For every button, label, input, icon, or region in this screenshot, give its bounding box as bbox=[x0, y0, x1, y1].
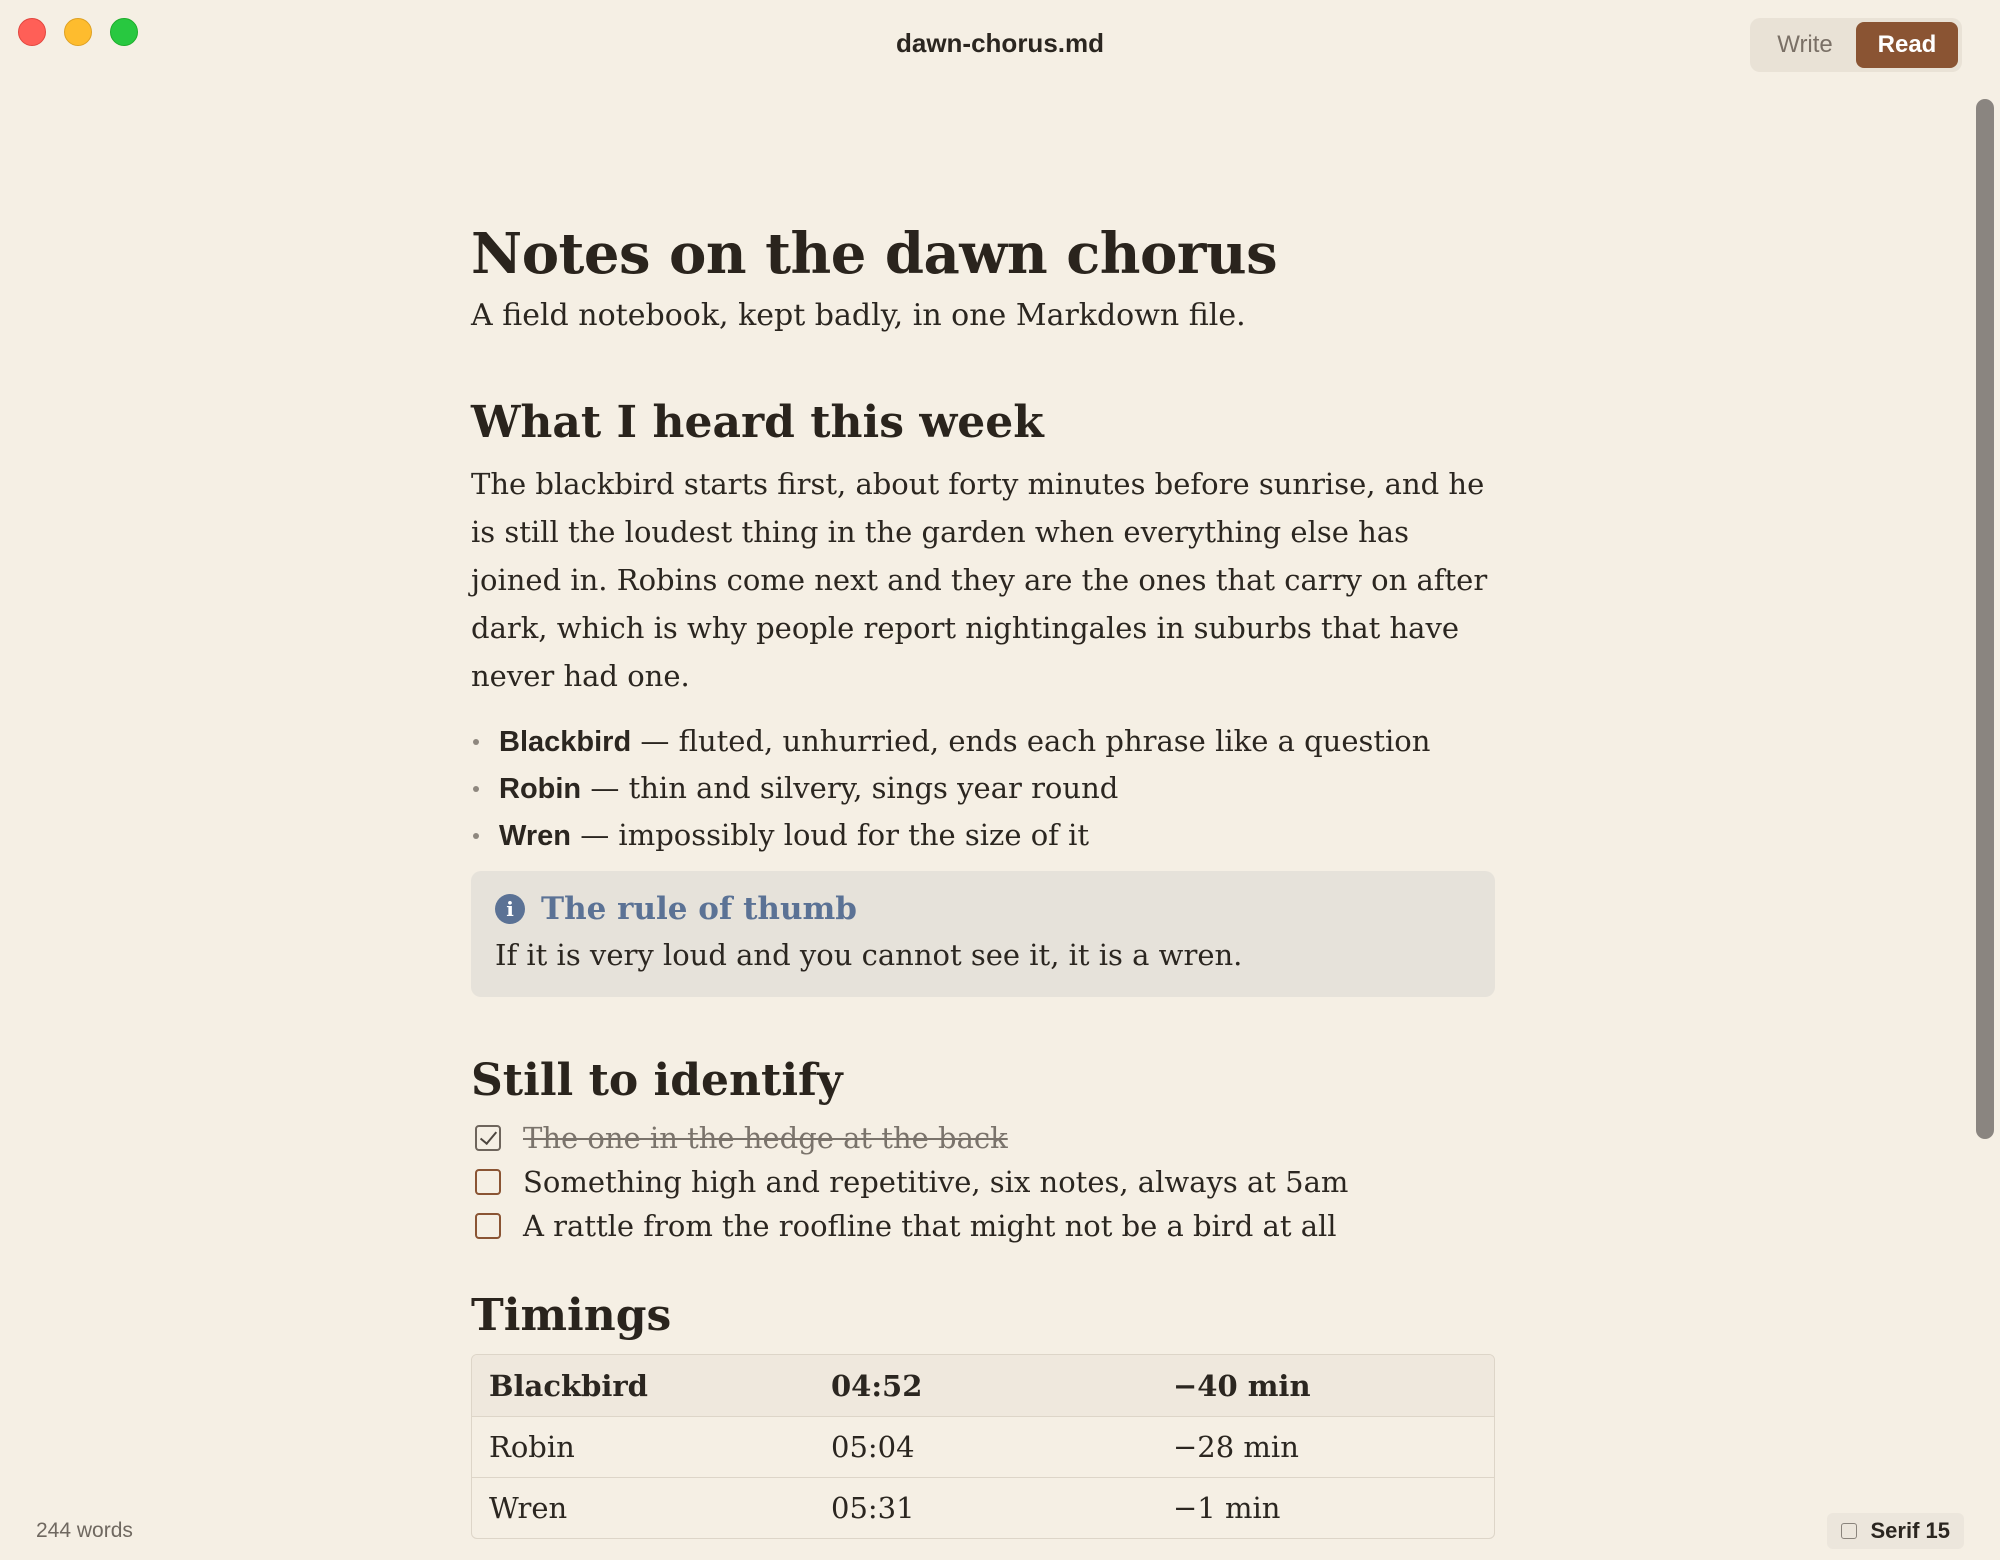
table-row bbox=[472, 1355, 1494, 1416]
task-item bbox=[471, 1116, 1495, 1160]
callout-header bbox=[495, 891, 1471, 927]
callout-box bbox=[471, 871, 1495, 997]
mode-toggle bbox=[1750, 18, 1962, 72]
read-mode-button[interactable]: Read bbox=[1856, 22, 1958, 68]
font-label: Serif 15 bbox=[1870, 1518, 1950, 1543]
table-cell: −1 min bbox=[1156, 1477, 1494, 1538]
table-cell: Wren bbox=[472, 1477, 814, 1538]
heading-timings: Timings bbox=[471, 1289, 672, 1341]
document-title: Notes on the dawn chorus bbox=[471, 221, 1278, 287]
bird-name: Blackbird bbox=[499, 726, 632, 759]
task-list bbox=[471, 1116, 1495, 1248]
window-title: dawn-chorus.md bbox=[895, 28, 1104, 58]
table-cell: Blackbird bbox=[472, 1355, 814, 1416]
task-checkbox[interactable] bbox=[475, 1169, 501, 1195]
task-item bbox=[471, 1204, 1495, 1248]
table-row bbox=[472, 1477, 1494, 1538]
write-mode-button[interactable]: Write bbox=[1777, 31, 1833, 58]
list-item bbox=[471, 812, 1495, 859]
task-text: A rattle from the roofline that might not be a bird at all bbox=[523, 1208, 1337, 1243]
bird-description: — impossibly loud for the size of it bbox=[570, 818, 1090, 853]
font-checkbox-icon bbox=[1841, 1523, 1857, 1539]
bird-description: — fluted, unhurried, ends each phrase like a question bbox=[631, 724, 1431, 759]
task-checkbox[interactable] bbox=[475, 1213, 501, 1239]
heading-identify: Still to identify bbox=[471, 1054, 843, 1106]
callout-title: The rule of thumb bbox=[541, 891, 857, 928]
bird-list bbox=[471, 718, 1495, 859]
table-cell: 05:31 bbox=[814, 1477, 1156, 1538]
table-row bbox=[472, 1416, 1494, 1477]
scrollbar-track[interactable] bbox=[1972, 92, 2000, 1502]
document-subtitle: A field notebook, kept badly, in one Markdown file. bbox=[471, 298, 1246, 334]
task-checkbox[interactable] bbox=[475, 1125, 501, 1151]
bird-name: Wren bbox=[499, 820, 571, 853]
table-cell: 04:52 bbox=[814, 1355, 1156, 1416]
scrollbar-thumb[interactable] bbox=[1976, 99, 1994, 1139]
document-body bbox=[471, 222, 1495, 1539]
table-cell: −28 min bbox=[1156, 1416, 1494, 1477]
heading-heard: What I heard this week bbox=[471, 397, 1044, 449]
bird-description: — thin and silvery, sings year round bbox=[581, 771, 1119, 806]
table-cell: −40 min bbox=[1156, 1355, 1494, 1416]
heard-paragraph: The blackbird starts first, about forty minutes before sunrise, and he is still the loudest thing in the garden when everything else has joined in. Robins come next and they are the ones that carry on after dark, which is why people report nightingales in suburbs that have never had one. bbox=[471, 467, 1488, 694]
bird-name: Robin bbox=[499, 773, 582, 806]
word-count: 244 words bbox=[36, 1519, 133, 1542]
title-bar bbox=[0, 0, 2000, 92]
task-text: The one in the hedge at the back bbox=[523, 1120, 1008, 1155]
list-item bbox=[471, 718, 1495, 765]
table-cell: Robin bbox=[472, 1416, 814, 1477]
timings-table bbox=[471, 1354, 1495, 1539]
task-text: Something high and repetitive, six notes, always at 5am bbox=[523, 1164, 1349, 1199]
list-item bbox=[471, 765, 1495, 812]
font-selector[interactable] bbox=[1827, 1513, 1965, 1549]
info-icon: i bbox=[495, 894, 525, 924]
task-item bbox=[471, 1160, 1495, 1204]
callout-body: If it is very loud and you cannot see it, it is a wren. bbox=[495, 938, 1243, 973]
table-cell: 05:04 bbox=[814, 1416, 1156, 1477]
